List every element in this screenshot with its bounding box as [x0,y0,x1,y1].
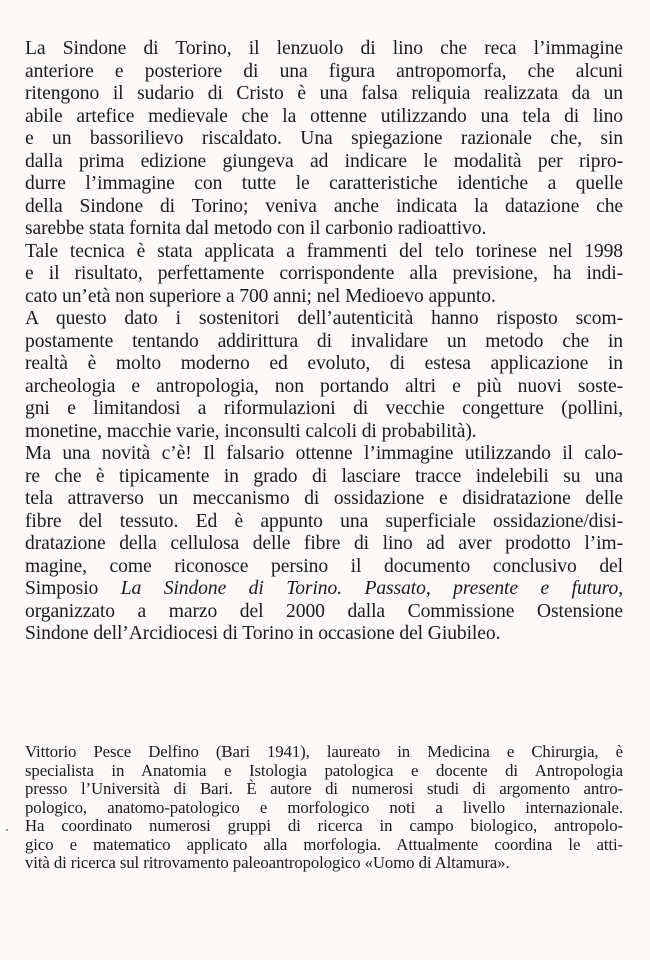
body-line: magine, come riconosce persino il documento conclusivo del [25,555,623,577]
body-line: e un bassorilievo riscaldato. Una spiegazione razionale che, sin [25,128,623,149]
symposium-line [25,578,623,601]
body-line: Sindone dell’Arcidiocesi di Torino in occasione del Giubileo. [25,623,501,644]
body-line: Tale tecnica è stata applicata a frammenti del telo torinese nel 1998 [25,240,623,262]
body-line: abile artefice medievale che la ottenne utilizzando una tela di lino [25,105,623,127]
body-line: organizzato a marzo del 2000 dalla Commissione Ostensione [25,600,623,622]
body-line: postamente tentando addirittura di invalidare un metodo che in [25,330,623,352]
bio-line: Vittorio Pesce Delfino (Bari 1941), laureato in Medicina e Chirurgia, è [25,742,623,761]
bio-line: presso l’Università di Bari. È autore di numerosi studi di argomento antro- [25,779,623,798]
body-line: archeologia e antropologia, non portando altri e più nuovi soste- [25,375,623,397]
body-line: cato un’età non superiore a 700 anni; nel Medioevo appunto. [25,285,496,307]
body-line: durre l’immagine con tutte le caratteristiche identiche a quelle [25,173,623,194]
bio-line: pologico, anatomo-patologico e morfologico noti a livello internazionale. [25,797,623,817]
body-line: monetine, macchie varie, inconsulti calcoli di probabilità). [25,420,477,442]
body-line: re che è tipicamente in grado di lasciare tracce indelebili su una [25,465,623,487]
body-line: dalla prima edizione giungeva ad indicare le modalità per ripro- [25,150,623,172]
body-line: La Sindone di Torino, il lenzuolo di lino che reca l’immagine [25,38,623,59]
symposium-prefix: Simposio [25,578,121,599]
author-bio [25,743,623,873]
body-line: Ma una novità c’è! Il falsario ottenne l’immagine utilizzando il calo- [25,443,623,464]
body-line: fibre del tessuto. Ed è appunto una superficiale ossidazione/disi- [25,510,623,532]
symposium-suffix: , [618,578,623,599]
body-line: ritengono il sudario di Cristo è una falsa reliquia realizzata da un [25,83,623,104]
scan-speck [6,829,8,831]
bio-line: vità di ricerca sul ritrovamento paleoantropologico «Uomo di Altamura». [25,853,510,872]
body-line: e il risultato, perfettamente corrispondente alla previsione, ha indi- [25,263,623,284]
bio-line: gico e matematico applicato alla morfologia. Attualmente coordina le atti- [25,834,623,854]
main-body-text [25,38,623,646]
bio-line: specialista in Anatomia e Istologia patologica e docente di Antropologia [25,760,623,780]
symposium-title: La Sindone di Torino. Passato, presente e futuro [120,578,619,599]
body-line: dratazione della cellulosa delle fibre di lino ad aver prodotto l’im- [25,533,623,554]
body-line: anteriore e posteriore di una figura antropomorfa, che alcuni [25,60,623,82]
body-line: tela attraverso un meccanismo di ossidazione e disidratazione delle [25,488,623,509]
bio-line: Ha coordinato numerosi gruppi di ricerca in campo biologico, antropolo- [25,816,623,835]
body-line: A questo dato i sostenitori dell’autenticità hanno risposto scom- [25,308,623,329]
body-line: gni e limitandosi a riformulazioni di vecchie congetture (pollini, [25,398,623,419]
body-line: sarebbe stata fornita dal metodo con il carbonio radioattivo. [25,218,487,239]
body-line: della Sindone di Torino; veniva anche indicata la datazione che [25,195,623,217]
body-line: realtà è molto moderno ed evoluto, di estesa applicazione in [25,353,623,374]
